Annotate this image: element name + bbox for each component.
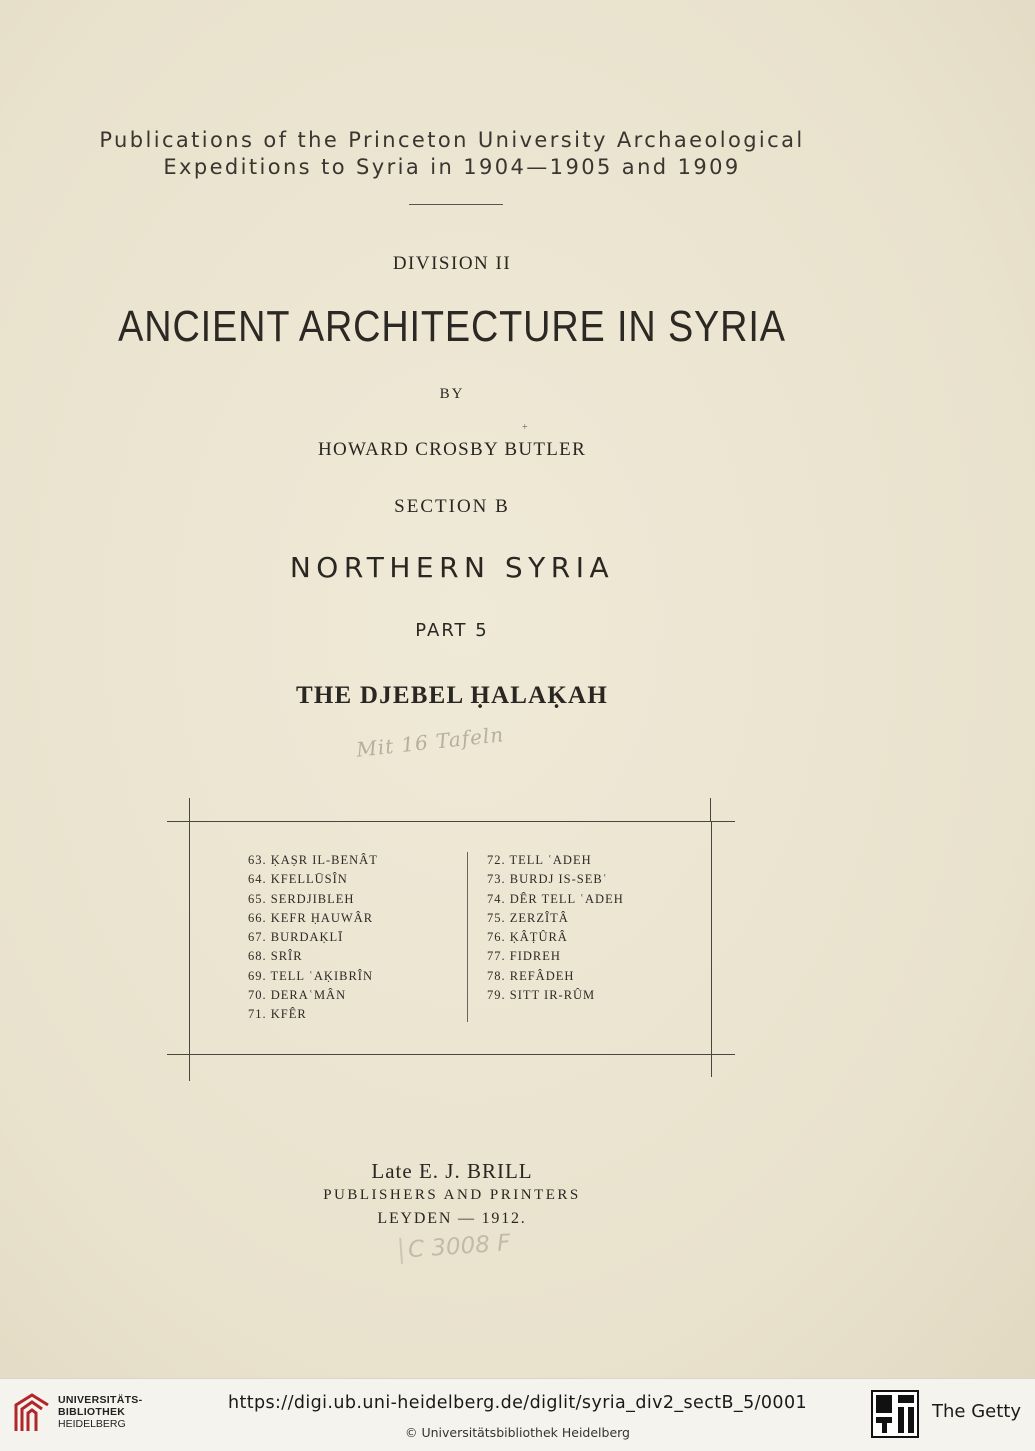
series-title	[0, 127, 904, 181]
handwritten-plates-note: Mit 16 Tafeln	[355, 722, 506, 762]
viewer-footer	[0, 1378, 1035, 1451]
plate-item: 71. KFÊR	[248, 1007, 307, 1022]
publisher-role: PUBLISHERS AND PRINTERS	[323, 1187, 581, 1203]
main-title: ANCIENT ARCHITECTURE IN SYRIA	[118, 302, 786, 351]
shelfmark-stamp: C 3008 F	[399, 1230, 511, 1264]
plate-item: 76. ḲÂṬÛRÂ	[487, 930, 568, 945]
top-divider	[409, 204, 503, 205]
series-line-2: Expeditions to Syria in 1904—1905 and 1909	[163, 155, 741, 179]
publisher-place-year: LEYDEN — 1912.	[377, 1210, 527, 1227]
frame-bottom-rule	[167, 1054, 735, 1055]
getty-wordmark[interactable]: The Getty	[932, 1401, 1021, 1422]
plate-item: 78. REFÂDEH	[487, 968, 575, 983]
region-title: NORTHERN SYRIA	[289, 551, 615, 584]
plate-item: 72. TELL ʿADEH	[487, 853, 592, 867]
plate-item: 64. KFELLŪSÎN	[248, 872, 348, 887]
ub-heidelberg-wordmark[interactable]: UNIVERSITÄTS- BIBLIOTHEK HEIDELBERG	[58, 1394, 143, 1430]
plate-item: 68. SRÎR	[248, 949, 303, 964]
plate-item: 66. KEFR ḤAUWÂR	[248, 910, 374, 925]
plate-item: 77. FIDREH	[487, 949, 561, 964]
frame-top-rule	[167, 821, 735, 822]
frame-left-rule	[189, 821, 190, 1055]
frame-tick-tr	[710, 798, 711, 822]
frame-tick-br	[711, 1055, 712, 1077]
frame-tick-tl	[189, 798, 190, 822]
subject-title: THE DJEBEL ḤALAḲAH	[296, 682, 608, 709]
plate-list-right	[487, 851, 624, 1005]
by-label: BY	[439, 386, 465, 402]
permalink-url[interactable]: https://digi.ub.uni-heidelberg.de/diglit/syria_div2_sectB_5/0001	[227, 1393, 808, 1413]
division-label: DIVISION II	[392, 253, 512, 274]
plate-item: 63. ḲAṢR IL-BENÂT	[248, 853, 378, 867]
plate-item: 67. BURDAḲLĪ	[248, 930, 344, 945]
plate-item: 69. TELL ʿAḲIBRÎN	[248, 968, 373, 983]
plate-item: 73. BURDJ IS-SEBʿ	[487, 872, 608, 887]
author-name: HOWARD CROSBY BUTLER	[317, 439, 587, 460]
publisher-name: Late E. J. BRILL	[371, 1159, 533, 1183]
series-line-1: Publications of the Princeton University Archaeological	[99, 128, 805, 152]
column-divider	[467, 852, 468, 1022]
copyright-notice: © Universitätsbibliothek Heidelberg	[404, 1425, 630, 1440]
plate-item: 79. SITT IR-RÛM	[487, 988, 596, 1003]
pencil-cross-mark: +	[522, 422, 528, 433]
part-label: PART 5	[415, 620, 489, 641]
getty-logo-icon[interactable]	[870, 1389, 920, 1439]
plate-item: 70. DERAʿMÂN	[248, 988, 347, 1003]
plate-item: 75. ZERZÎTÂ	[487, 910, 569, 925]
frame-right-rule	[711, 821, 712, 1055]
frame-tick-bl	[189, 1055, 190, 1081]
plate-list-left	[248, 851, 378, 1025]
section-label: SECTION B	[394, 496, 510, 517]
plate-item: 65. SERDJIBLEH	[248, 891, 355, 906]
plate-item: 74. DÊR TELL ʿADEH	[487, 891, 624, 906]
